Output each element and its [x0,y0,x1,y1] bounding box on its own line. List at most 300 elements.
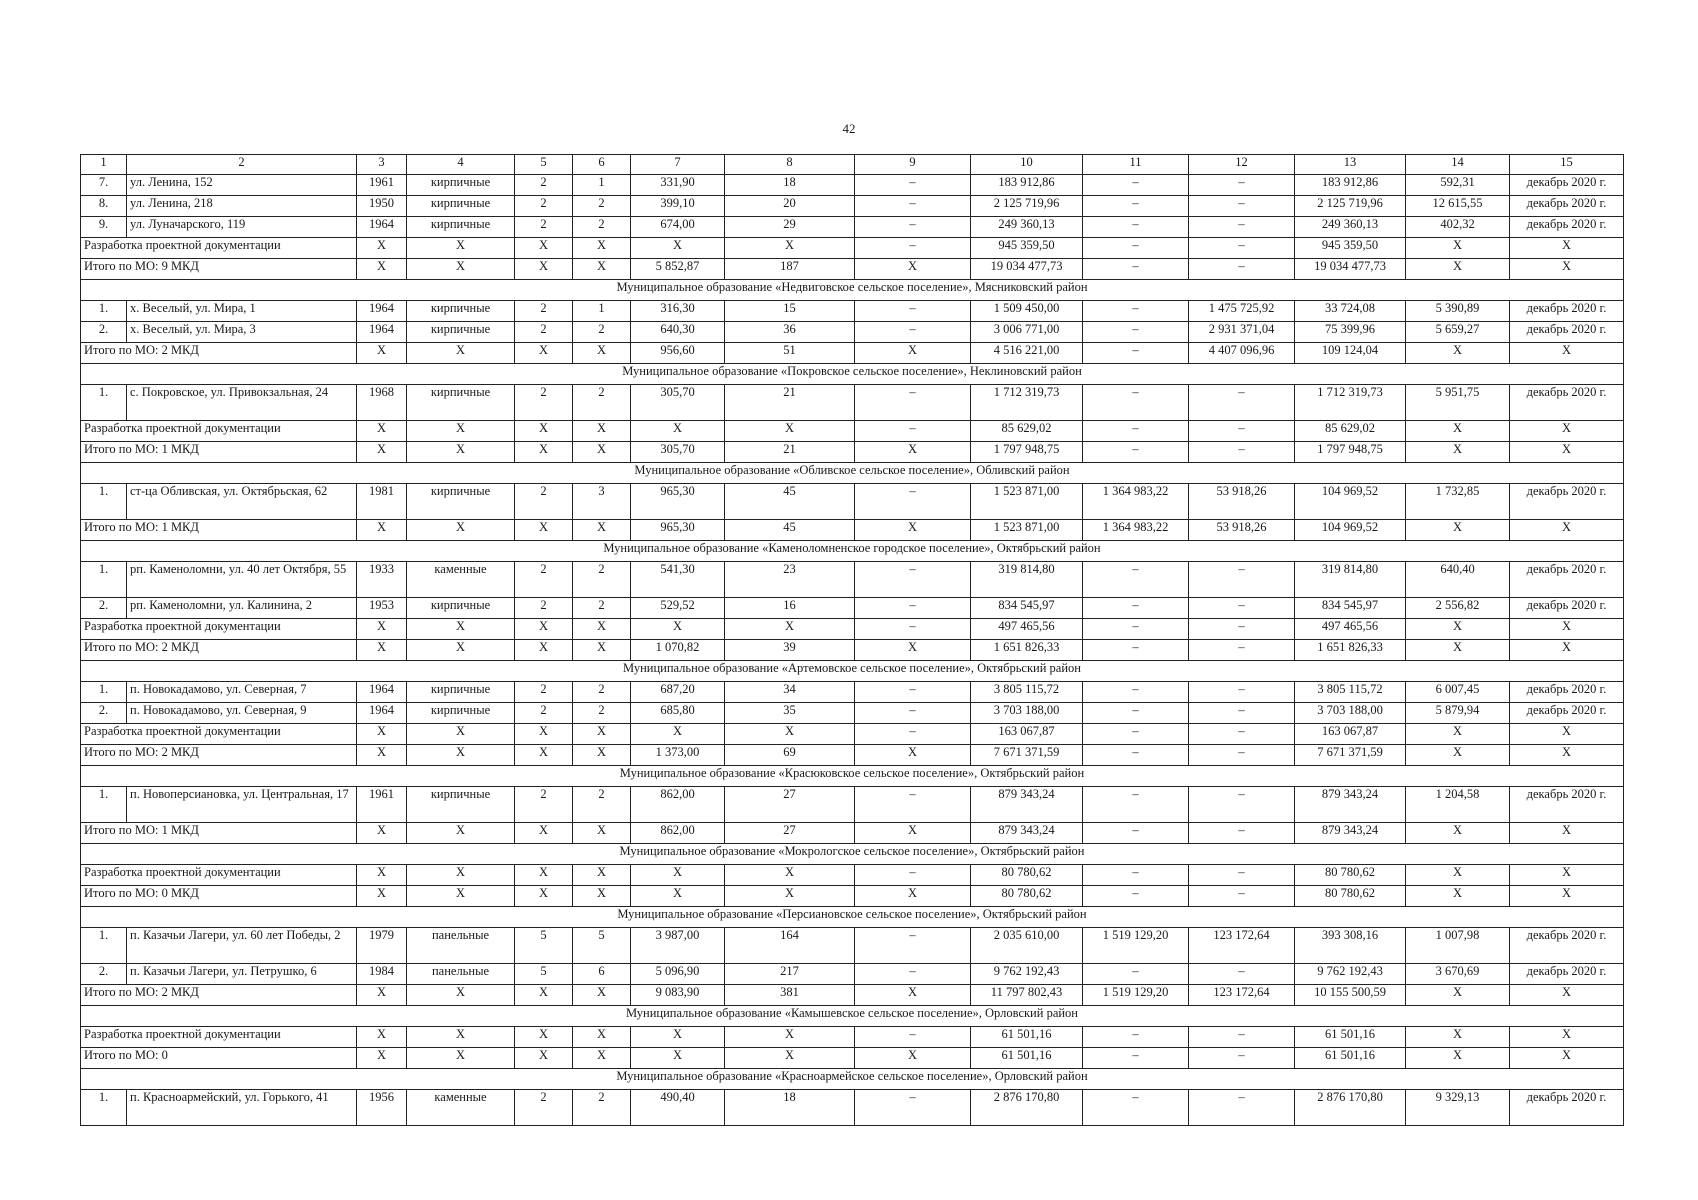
summary-cell: Х [1510,865,1624,886]
summary-cell: Х [407,619,515,640]
summary-cell: Х [855,823,971,844]
summary-cell: Х [1510,238,1624,259]
data-cell: – [855,217,971,238]
summary-cell: Х [855,343,971,364]
summary-cell: – [1083,724,1189,745]
summary-row [81,724,1624,745]
municipality-heading: Муниципальное образование «Красюковское сельское поселение», Октябрьский район [81,766,1624,787]
building-address: ул. Ленина, 218 [127,196,357,217]
summary-label: Разработка проектной документации [81,724,357,745]
data-cell: кирпичные [407,598,515,619]
data-cell: 9 762 192,43 [971,964,1083,985]
data-cell: 3 987,00 [631,928,725,964]
summary-cell: Х [573,640,631,661]
row-index: 8. [81,196,127,217]
data-cell: 1964 [357,322,407,343]
summary-cell: – [1083,865,1189,886]
data-cell: декабрь 2020 г. [1510,1090,1624,1126]
municipality-heading: Муниципальное образование «Мокрологское сельское поселение», Октябрьский район [81,844,1624,865]
summary-cell: Х [1510,259,1624,280]
data-cell: – [1083,964,1189,985]
summary-cell: – [855,865,971,886]
data-cell: 1961 [357,175,407,196]
data-cell: – [1189,175,1295,196]
data-cell: 1 204,58 [1406,787,1510,823]
row-index: 1. [81,787,127,823]
data-cell: 183 912,86 [1295,175,1406,196]
summary-cell: Х [515,259,573,280]
summary-cell: Х [357,985,407,1006]
data-cell: 2 [515,484,573,520]
data-cell: 5 879,94 [1406,703,1510,724]
summary-row [81,238,1624,259]
data-cell: кирпичные [407,301,515,322]
summary-row [81,985,1624,1006]
summary-cell: Х [1510,640,1624,661]
summary-cell: Х [573,343,631,364]
summary-cell: 109 124,04 [1295,343,1406,364]
summary-cell: Х [1510,619,1624,640]
data-cell: декабрь 2020 г. [1510,196,1624,217]
data-cell: 2 [573,196,631,217]
data-cell: 862,00 [631,787,725,823]
summary-cell: Х [1406,985,1510,1006]
building-address: х. Веселый, ул. Мира, 1 [127,301,357,322]
summary-cell: Х [1510,724,1624,745]
summary-cell: – [1083,823,1189,844]
summary-cell: Х [357,442,407,463]
summary-cell: Х [855,640,971,661]
summary-label: Итого по МО: 2 МКД [81,745,357,766]
data-cell: 18 [725,175,855,196]
column-number: 8 [725,155,855,175]
data-cell: 1964 [357,703,407,724]
data-cell: декабрь 2020 г. [1510,703,1624,724]
data-cell: 331,90 [631,175,725,196]
data-cell: 399,10 [631,196,725,217]
data-cell: – [1189,385,1295,421]
data-cell: 402,32 [1406,217,1510,238]
summary-cell: Х [1406,640,1510,661]
summary-cell: Х [631,421,725,442]
summary-row [81,640,1624,661]
summary-cell: Х [357,238,407,259]
summary-cell: – [1189,1048,1295,1069]
data-cell: кирпичные [407,484,515,520]
summary-cell: 945 359,50 [1295,238,1406,259]
summary-cell: Х [725,238,855,259]
data-cell: 1964 [357,217,407,238]
data-cell: 319 814,80 [1295,562,1406,598]
building-row [81,562,1624,598]
summary-cell: 10 155 500,59 [1295,985,1406,1006]
data-cell: декабрь 2020 г. [1510,598,1624,619]
column-number: 3 [357,155,407,175]
data-cell: 6 [573,964,631,985]
summary-cell: – [1189,823,1295,844]
data-cell: – [855,301,971,322]
municipality-heading: Муниципальное образование «Артемовское сельское поселение», Октябрьский район [81,661,1624,682]
data-cell: – [855,322,971,343]
data-cell: – [1083,385,1189,421]
summary-cell: Х [1510,520,1624,541]
summary-row [81,865,1624,886]
summary-cell: 7 671 371,59 [971,745,1083,766]
data-cell: 2 [515,322,573,343]
data-cell: 123 172,64 [1189,928,1295,964]
summary-cell: Х [357,745,407,766]
summary-cell: Х [573,886,631,907]
data-cell: – [1083,196,1189,217]
summary-label: Итого по МО: 2 МКД [81,985,357,1006]
data-cell: 1979 [357,928,407,964]
data-cell: 640,30 [631,322,725,343]
summary-cell: Х [407,343,515,364]
data-cell: 2 [515,385,573,421]
summary-cell: Х [855,259,971,280]
summary-cell: 1 364 983,22 [1083,520,1189,541]
data-cell: 1964 [357,301,407,322]
data-cell: – [855,787,971,823]
summary-row [81,421,1624,442]
summary-cell: Х [1406,619,1510,640]
data-cell: 1981 [357,484,407,520]
data-cell: каменные [407,1090,515,1126]
data-cell: – [855,703,971,724]
summary-cell: Х [407,421,515,442]
data-cell: 249 360,13 [1295,217,1406,238]
data-cell: 1 523 871,00 [971,484,1083,520]
summary-cell: Х [357,640,407,661]
data-cell: кирпичные [407,196,515,217]
data-cell: 1 519 129,20 [1083,928,1189,964]
building-row [81,217,1624,238]
summary-cell: 381 [725,985,855,1006]
data-cell: – [1189,964,1295,985]
data-cell: – [1189,217,1295,238]
data-cell: декабрь 2020 г. [1510,484,1624,520]
summary-cell: – [1083,421,1189,442]
data-cell: 5 [573,928,631,964]
summary-cell: Х [1510,745,1624,766]
data-cell: 687,20 [631,682,725,703]
summary-cell: 80 780,62 [1295,865,1406,886]
summary-cell: Х [407,1027,515,1048]
data-cell: 2 [515,196,573,217]
summary-cell: Х [631,619,725,640]
summary-cell: 7 671 371,59 [1295,745,1406,766]
summary-cell: 163 067,87 [971,724,1083,745]
summary-label: Разработка проектной документации [81,1027,357,1048]
summary-cell: – [1189,886,1295,907]
summary-row [81,886,1624,907]
data-cell: 2 [515,787,573,823]
building-row [81,301,1624,322]
summary-cell: Х [1406,1027,1510,1048]
municipality-heading-row [81,661,1624,682]
summary-cell: 45 [725,520,855,541]
summary-label: Разработка проектной документации [81,619,357,640]
data-cell: 2 125 719,96 [1295,196,1406,217]
building-row [81,484,1624,520]
data-cell: – [855,196,971,217]
column-number: 9 [855,155,971,175]
summary-cell: Х [1406,259,1510,280]
building-row [81,964,1624,985]
summary-cell: Х [631,1048,725,1069]
data-cell: декабрь 2020 г. [1510,787,1624,823]
summary-cell: 19 034 477,73 [1295,259,1406,280]
summary-cell: 305,70 [631,442,725,463]
building-address: ул. Луначарского, 119 [127,217,357,238]
data-cell: 164 [725,928,855,964]
row-index: 2. [81,598,127,619]
data-cell: 23 [725,562,855,598]
summary-cell: 965,30 [631,520,725,541]
data-cell: 2 556,82 [1406,598,1510,619]
municipality-heading: Муниципальное образование «Камышевское сельское поселение», Орловский район [81,1006,1624,1027]
data-cell: 529,52 [631,598,725,619]
building-row [81,196,1624,217]
summary-cell: 879 343,24 [971,823,1083,844]
building-row [81,322,1624,343]
summary-cell: Х [1406,238,1510,259]
summary-cell: Х [407,640,515,661]
data-cell: 104 969,52 [1295,484,1406,520]
summary-cell: Х [1406,520,1510,541]
row-index: 1. [81,562,127,598]
data-cell: 29 [725,217,855,238]
data-cell: декабрь 2020 г. [1510,175,1624,196]
building-row [81,787,1624,823]
summary-cell: 4 407 096,96 [1189,343,1295,364]
data-cell: 1950 [357,196,407,217]
summary-cell: Х [1406,421,1510,442]
data-cell: 2 [515,562,573,598]
data-cell: 1 712 319,73 [971,385,1083,421]
summary-cell: 61 501,16 [1295,1048,1406,1069]
data-cell: 1961 [357,787,407,823]
data-cell: каменные [407,562,515,598]
data-cell: кирпичные [407,217,515,238]
summary-cell: Х [515,865,573,886]
summary-row [81,745,1624,766]
column-number: 11 [1083,155,1189,175]
data-cell: кирпичные [407,322,515,343]
data-cell: 1933 [357,562,407,598]
summary-cell: Х [631,886,725,907]
summary-cell: – [1083,259,1189,280]
capital-repair-table [80,154,1624,1126]
data-cell: 1 509 450,00 [971,301,1083,322]
data-cell: 5 390,89 [1406,301,1510,322]
data-cell: декабрь 2020 г. [1510,964,1624,985]
data-cell: 592,31 [1406,175,1510,196]
data-cell: 316,30 [631,301,725,322]
data-cell: 2 [515,703,573,724]
summary-cell: 85 629,02 [971,421,1083,442]
summary-cell: – [1083,1027,1189,1048]
summary-cell: 21 [725,442,855,463]
summary-cell: Х [855,442,971,463]
summary-cell: 11 797 802,43 [971,985,1083,1006]
data-cell: 1 712 319,73 [1295,385,1406,421]
summary-cell: Х [407,985,515,1006]
summary-cell: 1 797 948,75 [971,442,1083,463]
data-cell: 2 [515,1090,573,1126]
summary-cell: Х [515,1027,573,1048]
summary-row [81,442,1624,463]
data-cell: – [1189,682,1295,703]
data-cell: 33 724,08 [1295,301,1406,322]
data-cell: – [855,682,971,703]
building-row [81,682,1624,703]
data-cell: 2 876 170,80 [1295,1090,1406,1126]
summary-cell: Х [855,520,971,541]
row-index: 2. [81,322,127,343]
summary-cell: 1 651 826,33 [1295,640,1406,661]
summary-cell: Х [407,886,515,907]
summary-cell: 80 780,62 [971,886,1083,907]
data-cell: 2 035 610,00 [971,928,1083,964]
data-cell: 217 [725,964,855,985]
summary-cell: – [855,619,971,640]
row-index: 1. [81,301,127,322]
summary-cell: Х [855,1048,971,1069]
summary-cell: – [1189,421,1295,442]
column-number: 12 [1189,155,1295,175]
summary-cell: Х [573,619,631,640]
row-index: 1. [81,682,127,703]
data-cell: кирпичные [407,787,515,823]
data-cell: 1 [573,301,631,322]
data-cell: декабрь 2020 г. [1510,682,1624,703]
municipality-heading: Муниципальное образование «Красноармейское сельское поселение», Орловский район [81,1069,1624,1090]
data-cell: 34 [725,682,855,703]
data-cell: 2 [573,787,631,823]
municipality-heading-row [81,463,1624,484]
building-address: п. Новоперсиановка, ул. Центральная, 17 [127,787,357,823]
data-cell: 3 703 188,00 [971,703,1083,724]
data-cell: 1 007,98 [1406,928,1510,964]
summary-cell: Х [515,886,573,907]
summary-cell: Х [725,421,855,442]
summary-cell: – [1189,442,1295,463]
summary-row [81,823,1624,844]
data-cell: кирпичные [407,385,515,421]
data-cell: 2 [515,598,573,619]
summary-cell: 497 465,56 [1295,619,1406,640]
summary-cell: 69 [725,745,855,766]
summary-cell: 123 172,64 [1189,985,1295,1006]
building-address: п. Новокадамово, ул. Северная, 9 [127,703,357,724]
column-number: 4 [407,155,515,175]
data-cell: 685,80 [631,703,725,724]
summary-cell: Х [573,421,631,442]
summary-cell: – [1189,259,1295,280]
data-cell: 2 [573,217,631,238]
summary-cell: – [1083,343,1189,364]
data-cell: – [1083,1090,1189,1126]
data-cell: 879 343,24 [1295,787,1406,823]
row-index: 9. [81,217,127,238]
summary-cell: 104 969,52 [1295,520,1406,541]
summary-cell: 4 516 221,00 [971,343,1083,364]
data-cell: 9 329,13 [1406,1090,1510,1126]
data-cell: 2 931 371,04 [1189,322,1295,343]
data-cell: 2 125 719,96 [971,196,1083,217]
summary-cell: Х [1406,724,1510,745]
summary-cell: – [1083,442,1189,463]
row-index: 1. [81,385,127,421]
summary-row [81,1027,1624,1048]
building-address: ул. Ленина, 152 [127,175,357,196]
summary-cell: Х [407,259,515,280]
column-number-row [81,155,1624,175]
data-cell: – [1083,598,1189,619]
data-cell: 1953 [357,598,407,619]
summary-cell: Х [1510,1048,1624,1069]
building-address: х. Веселый, ул. Мира, 3 [127,322,357,343]
data-cell: декабрь 2020 г. [1510,301,1624,322]
municipality-heading-row [81,907,1624,928]
summary-cell: Х [357,619,407,640]
data-cell: кирпичные [407,682,515,703]
municipality-heading: Муниципальное образование «Недвиговское сельское поселение», Мясниковский район [81,280,1624,301]
summary-cell: – [1083,640,1189,661]
summary-cell: – [1189,238,1295,259]
data-cell: декабрь 2020 г. [1510,385,1624,421]
summary-cell: Х [1510,421,1624,442]
page-number: 42 [842,121,856,136]
summary-cell: 1 523 871,00 [971,520,1083,541]
summary-cell: 80 780,62 [1295,886,1406,907]
data-cell: декабрь 2020 г. [1510,217,1624,238]
summary-cell: 51 [725,343,855,364]
summary-cell: 61 501,16 [971,1027,1083,1048]
building-address: с. Покровское, ул. Привокзальная, 24 [127,385,357,421]
data-cell: 53 918,26 [1189,484,1295,520]
summary-cell: – [1083,619,1189,640]
summary-cell: 1 797 948,75 [1295,442,1406,463]
building-address: рп. Каменоломни, ул. 40 лет Октября, 55 [127,562,357,598]
summary-cell: Х [357,520,407,541]
summary-cell: – [1189,1027,1295,1048]
building-address: п. Новокадамово, ул. Северная, 7 [127,682,357,703]
summary-label: Итого по МО: 1 МКД [81,520,357,541]
summary-cell: 53 918,26 [1189,520,1295,541]
data-cell: – [1189,196,1295,217]
data-cell: 393 308,16 [1295,928,1406,964]
summary-cell: 1 070,82 [631,640,725,661]
data-cell: 5 096,90 [631,964,725,985]
building-row [81,175,1624,196]
data-cell: 3 703 188,00 [1295,703,1406,724]
column-number: 13 [1295,155,1406,175]
data-cell: – [1083,301,1189,322]
column-number: 15 [1510,155,1624,175]
summary-cell: Х [1510,442,1624,463]
summary-cell: Х [631,724,725,745]
building-address: п. Красноармейский, ул. Горького, 41 [127,1090,357,1126]
summary-cell: Х [515,520,573,541]
summary-cell: – [1083,745,1189,766]
summary-cell: – [1083,886,1189,907]
summary-cell: 5 852,87 [631,259,725,280]
summary-label: Итого по МО: 1 МКД [81,442,357,463]
column-number: 14 [1406,155,1510,175]
data-cell: – [1083,787,1189,823]
